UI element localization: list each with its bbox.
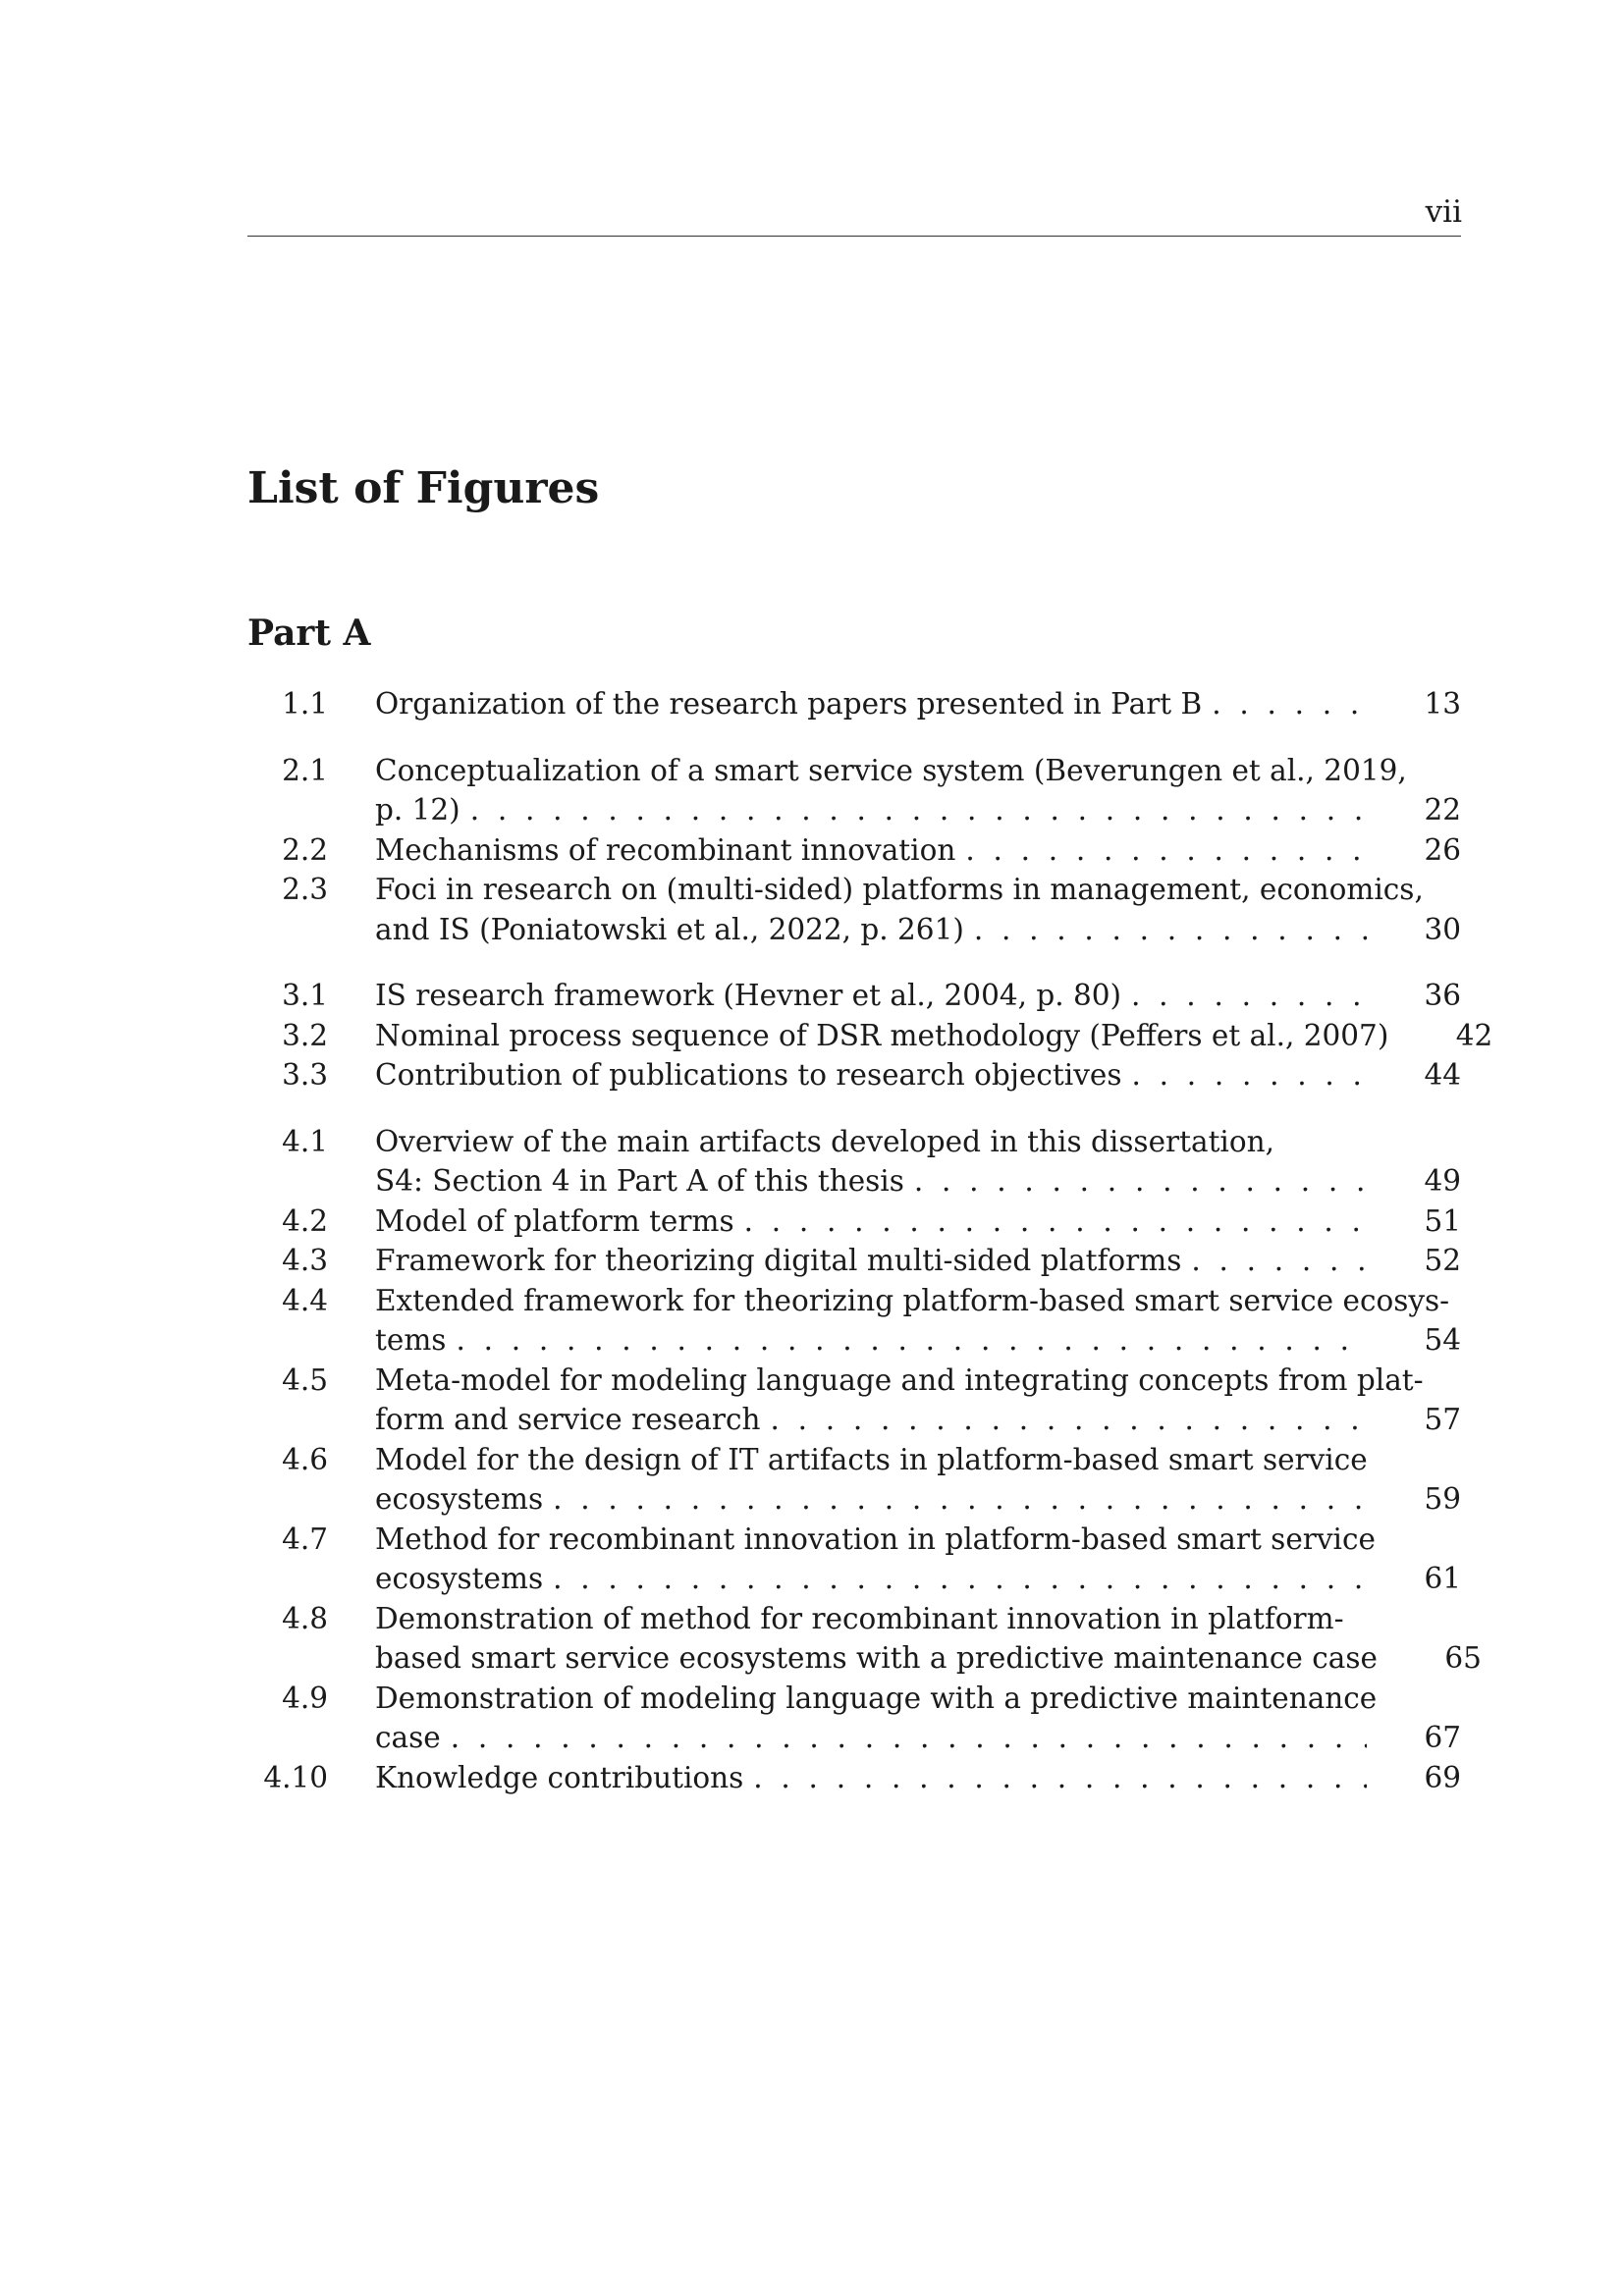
figure-caption: [375, 1679, 1461, 1758]
caption-last-line: [375, 1718, 1461, 1758]
dot-leader: [553, 1479, 1367, 1520]
figure-number: 4.1: [282, 1124, 328, 1158]
figure-caption: [375, 1241, 1461, 1281]
dot-leader: [470, 790, 1367, 830]
page-ref[interactable]: 49: [1424, 1164, 1461, 1198]
figure-entry[interactable]: [247, 1241, 1461, 1281]
caption-last-line: [375, 910, 1461, 950]
caption-line: Nominal process sequence of DSR methodology (Peffers et al., 2007): [375, 1018, 1389, 1052]
caption-line: form and service research: [375, 1403, 761, 1436]
caption-line: Overview of the main artifacts developed in this dissertation,: [375, 1124, 1274, 1158]
caption-line: ecosystems: [375, 1482, 544, 1516]
figure-entry[interactable]: [247, 751, 1461, 830]
figure-entry[interactable]: [247, 1440, 1461, 1520]
caption-line: Framework for theorizing digital multi-sided platforms: [375, 1244, 1182, 1277]
caption-last-line: [375, 1638, 1482, 1679]
caption-last-line: [375, 1161, 1461, 1201]
figure-caption: [375, 1440, 1461, 1520]
figure-entry[interactable]: [247, 870, 1461, 949]
caption-last-line: [375, 1479, 1461, 1520]
caption-line: Meta-model for modeling language and integrating concepts from plat-: [375, 1362, 1424, 1397]
figure-number: 4.10: [263, 1760, 328, 1794]
page-ref[interactable]: 26: [1424, 832, 1461, 867]
dot-leader: [744, 1201, 1367, 1242]
caption-line: Mechanisms of recombinant innovation: [375, 832, 956, 867]
caption-line: case: [375, 1721, 441, 1754]
caption-last-line: [375, 830, 1461, 871]
header-rule: [247, 236, 1461, 237]
dot-leader: [553, 1559, 1367, 1599]
page-ref[interactable]: 30: [1424, 912, 1461, 946]
page-ref[interactable]: 22: [1424, 793, 1461, 827]
figure-entry[interactable]: [247, 1122, 1461, 1201]
caption-line: tems: [375, 1323, 447, 1357]
page-ref[interactable]: 42: [1455, 1018, 1493, 1052]
caption-line: Contribution of publications to research objectives: [375, 1058, 1122, 1092]
figure-caption: [375, 1599, 1482, 1679]
page-ref[interactable]: 61: [1424, 1562, 1461, 1595]
figure-number: 3.2: [282, 1018, 328, 1052]
figure-caption: [375, 830, 1461, 871]
page-ref[interactable]: 54: [1424, 1323, 1461, 1357]
figure-caption: [375, 1201, 1461, 1242]
figure-number: 4.8: [282, 1601, 328, 1635]
caption-last-line: [375, 976, 1461, 1016]
dot-leader: [1131, 1055, 1367, 1095]
caption-line: Model for the design of IT artifacts in platform-based smart service: [375, 1442, 1368, 1476]
page-ref[interactable]: 36: [1424, 979, 1461, 1012]
figure-group: [247, 1122, 1482, 1798]
figure-entry[interactable]: [247, 1599, 1482, 1679]
figure-caption: [375, 751, 1461, 830]
figure-caption: [375, 1758, 1461, 1798]
figure-entry[interactable]: [247, 1201, 1461, 1242]
dot-leader: [965, 830, 1367, 871]
caption-last-line: [375, 684, 1461, 724]
caption-last-line: [375, 790, 1461, 830]
figure-number: 3.3: [282, 1058, 328, 1092]
figure-number: 2.3: [282, 873, 328, 906]
page-ref[interactable]: 67: [1424, 1721, 1461, 1754]
figure-caption: [375, 1055, 1461, 1095]
caption-line: ecosystems: [375, 1562, 544, 1595]
dot-leader: [974, 910, 1367, 950]
caption-line: Method for recombinant innovation in platform-based smart service: [375, 1522, 1376, 1556]
figure-caption: [375, 1361, 1461, 1440]
page-ref[interactable]: 59: [1424, 1482, 1461, 1516]
figure-number: 4.4: [282, 1283, 328, 1317]
caption-line: Conceptualization of a smart service system (Beverungen et al., 2019,: [375, 753, 1407, 787]
figure-entry[interactable]: [247, 1281, 1461, 1361]
figure-number: 4.9: [282, 1681, 328, 1715]
page-ref[interactable]: 65: [1444, 1641, 1482, 1675]
figure-number: 4.7: [282, 1522, 328, 1556]
figure-caption: [375, 976, 1461, 1016]
page-number: vii: [1425, 194, 1462, 230]
caption-line: and IS (Poniatowski et al., 2022, p. 261): [375, 912, 964, 946]
page-ref[interactable]: 57: [1424, 1403, 1461, 1436]
dot-leader: [753, 1758, 1367, 1798]
caption-line: Model of platform terms: [375, 1203, 734, 1238]
figure-number: 4.3: [282, 1244, 328, 1277]
caption-line: Extended framework for theorizing platform-based smart service ecosys-: [375, 1283, 1450, 1317]
caption-line: Organization of the research papers presented in Part B: [375, 687, 1203, 721]
figure-number: 4.2: [282, 1203, 328, 1238]
figure-caption: [375, 1016, 1493, 1056]
caption-last-line: [375, 1559, 1461, 1599]
dot-leader: [1212, 684, 1367, 724]
figure-caption: [375, 870, 1461, 949]
figure-number: 4.6: [282, 1442, 328, 1476]
figure-entry[interactable]: [247, 1016, 1493, 1056]
figure-entry[interactable]: [247, 976, 1461, 1016]
dot-leader: [1131, 976, 1367, 1016]
figure-entry[interactable]: [247, 1055, 1461, 1095]
figure-list: [247, 684, 1493, 1797]
dot-leader: [771, 1400, 1367, 1440]
page-ref[interactable]: 51: [1424, 1203, 1461, 1238]
caption-line: Knowledge contributions: [375, 1760, 744, 1794]
figure-number: 2.1: [282, 753, 328, 787]
figure-number: 1.1: [282, 687, 328, 721]
figure-caption: [375, 1122, 1461, 1201]
figure-caption: [375, 1281, 1461, 1361]
caption-line: Demonstration of modeling language with a predictive maintenance: [375, 1681, 1378, 1715]
figure-group: [247, 684, 1461, 724]
caption-last-line: [375, 1758, 1461, 1798]
dot-leader: [456, 1320, 1367, 1361]
figure-entry[interactable]: [247, 1758, 1461, 1798]
caption-line: IS research framework (Hevner et al., 2004, p. 80): [375, 979, 1122, 1012]
page-ref[interactable]: 52: [1424, 1244, 1461, 1277]
caption-line: based smart service ecosystems with a predictive maintenance case: [375, 1641, 1378, 1675]
caption-last-line: [375, 1016, 1493, 1056]
caption-last-line: [375, 1320, 1461, 1361]
part-heading: Part A: [247, 613, 371, 654]
dot-leader: [451, 1718, 1367, 1758]
dot-leader: [1191, 1241, 1367, 1281]
caption-line: S4: Section 4 in Part A of this thesis: [375, 1164, 904, 1198]
figure-number: 2.2: [282, 832, 328, 867]
caption-line: Demonstration of method for recombinant innovation in platform-: [375, 1601, 1344, 1635]
figure-entry[interactable]: [247, 1361, 1461, 1440]
figure-entry[interactable]: [247, 684, 1461, 724]
caption-last-line: [375, 1241, 1461, 1281]
caption-line: Foci in research on (multi-sided) platforms in management, economics,: [375, 873, 1424, 906]
figure-group: [247, 751, 1461, 950]
caption-last-line: [375, 1055, 1461, 1095]
page-ref[interactable]: 13: [1424, 687, 1461, 721]
figure-caption: [375, 1520, 1461, 1599]
figure-caption: [375, 684, 1461, 724]
figure-group: [247, 976, 1493, 1095]
figure-entry[interactable]: [247, 1520, 1461, 1599]
dot-leader: [914, 1161, 1367, 1201]
figure-number: 4.5: [282, 1362, 328, 1397]
figure-number: 3.1: [282, 979, 328, 1012]
page-ref[interactable]: 44: [1424, 1058, 1461, 1092]
page-ref[interactable]: 69: [1424, 1760, 1461, 1794]
figure-entry[interactable]: [247, 1679, 1461, 1758]
page-title: List of Figures: [247, 463, 600, 513]
caption-line: p. 12): [375, 793, 460, 827]
caption-last-line: [375, 1201, 1461, 1242]
figure-entry[interactable]: [247, 830, 1461, 871]
caption-last-line: [375, 1400, 1461, 1440]
